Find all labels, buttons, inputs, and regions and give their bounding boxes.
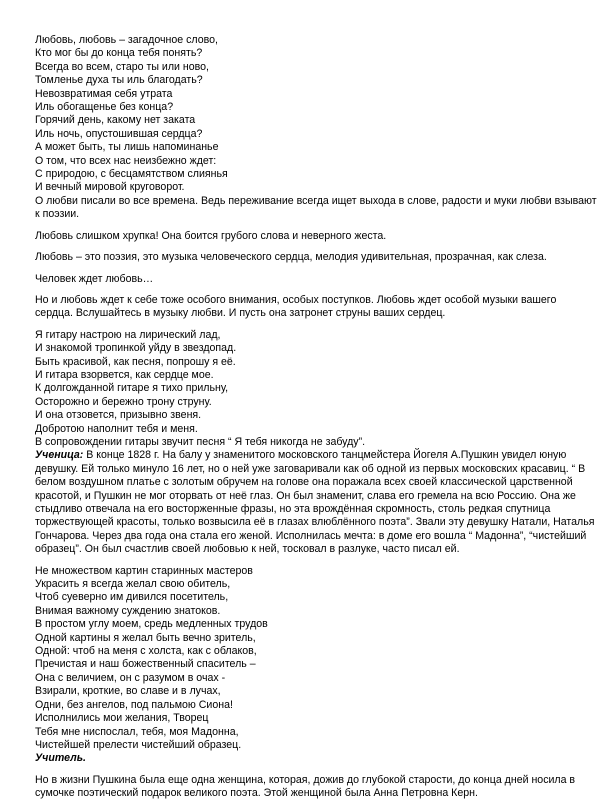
paragraph-line: Гончарова. Через два года она стала его женой. Исполнилась мечта: в доме его вошла “ Мадонна”, “чистейший bbox=[35, 529, 587, 542]
poem-line: Внимая важному суждению знатоков. bbox=[35, 604, 221, 617]
poem-line: Одной картины я желал быть вечно зритель, bbox=[35, 631, 256, 644]
poem-line: И она отзовется, призывно звеня. bbox=[35, 409, 202, 422]
paragraph-line: О любви писали во все времена. Ведь переживание всегда ищет выхода в слове, радости и муки любви взывают bbox=[35, 194, 597, 207]
paragraph-love-poetry: Любовь – это поэзия, это музыка человеческого сердца, мелодия удивительная, прозрачная, как слеза. bbox=[35, 251, 547, 264]
paragraph-line: девушку. Ей только минуло 16 лет, но о ней уже заговаривали как об одной из первых московских красавиц. “ В bbox=[35, 462, 586, 475]
poem-line: И вечный мировой круговорот. bbox=[35, 181, 185, 194]
poem-line: Тебя мне ниспослал, тебя, моя Мадонна, bbox=[35, 725, 239, 738]
poem-line: Взирали, кроткие, во славе и в лучах, bbox=[35, 685, 221, 698]
poem-line: Томленье духа ты иль благодать? bbox=[35, 74, 203, 87]
poem-love-riddle bbox=[35, 34, 583, 195]
paragraph-line: стыдливо отвечала на его восторженные фразы, но эта врождённая скромность, столь редкая спутница bbox=[35, 503, 551, 515]
paragraph-love-writing bbox=[35, 194, 597, 222]
paragraph-student bbox=[35, 449, 595, 556]
paragraph-love-waits bbox=[35, 294, 583, 321]
paragraph-line: белом воздушном платье с золотым обручем на голове она поражала всех своей классической царственной bbox=[35, 476, 573, 489]
poem-line: Украсить я всегда желал свою обитель, bbox=[35, 578, 231, 591]
paragraph-line: образец”. Он был счастлив своей любовью к ней, тосковал в разлуке, часто писал ей. bbox=[35, 543, 460, 556]
paragraph-love-fragile: Любовь слишком хрупка! Она боится грубого слова и неверного жеста. bbox=[35, 229, 387, 242]
poem-line: И гитара взорвется, как сердце мое. bbox=[35, 368, 214, 381]
student-text: В конце 1828 г. На балу у знаменитого московского танцмейстера Йогеля А.Пушкин увидел юную bbox=[83, 449, 567, 462]
poem-line: Быть красивой, как песня, попрошу я её. bbox=[35, 355, 236, 368]
paragraph-line: сердца. Вслушайтесь в музыку любви. И пусть она затронет струны ваших сердец. bbox=[35, 307, 446, 320]
poem-line: К долгожданной гитаре я тихо прильну, bbox=[35, 382, 229, 395]
poem-line: Исполнились мои желания, Творец bbox=[35, 712, 209, 725]
poem-line: Добротою наполнит тебя и меня. bbox=[35, 422, 198, 435]
poem-line: А может быть, ты лишь напоминанье bbox=[35, 141, 219, 154]
poem-line: Одни, без ангелов, под пальмою Сиона! bbox=[35, 698, 233, 711]
paragraph-line: торжествующей красоты, только возвысила её в глазах влюблённого поэта”. Звали эту девушку Натали, Наталья bbox=[35, 516, 595, 529]
document-page bbox=[35, 34, 597, 801]
poem-line: Кто мог бы до конца тебя понять? bbox=[35, 47, 203, 60]
poem-line: Одной: чтоб на меня с холста, как с облаков, bbox=[35, 645, 257, 658]
paragraph-line: сумочке поэтический подарок великого поэта. Этой женщиной была Анна Петровна Керн. bbox=[35, 787, 478, 800]
poem-line: В сопровождении гитары звучит песня “ Я тебя никогда не забуду”. bbox=[35, 435, 366, 448]
poem-line: Пречистая и наш божественный спаситель – bbox=[35, 658, 256, 671]
paragraph-line: Но и любовь ждет к себе тоже особого внимания, особых поступков. Любовь ждет особой музыки вашего bbox=[35, 293, 557, 306]
poem-line: Невозвратимая себя утрата bbox=[35, 87, 173, 100]
poem-line: Чтоб суеверно им дивился посетитель, bbox=[35, 591, 229, 604]
poem-line: Чистейшей прелести чистейший образец. bbox=[35, 738, 242, 751]
paragraph-line bbox=[35, 449, 583, 462]
poem-line: Горячий день, какому нет заката bbox=[35, 114, 196, 127]
poem-line: Не множеством картин старинных мастеров bbox=[35, 564, 253, 577]
student-label: Ученица: bbox=[35, 449, 84, 462]
paragraph-line: красотой, и Пушкин не мог оторвать от неё глаз. Он был знаменит, слава его гремела на всю Россию. Она же bbox=[35, 489, 576, 502]
poem-line: И знакомой тропинкой уйду в звездопад. bbox=[35, 342, 237, 355]
paragraph-line: к поэзии. bbox=[35, 208, 80, 221]
poem-line: Любовь, любовь – загадочное слово, bbox=[35, 34, 218, 46]
poem-line: Осторожно и бережно трону струну. bbox=[35, 395, 212, 408]
poem-guitar bbox=[35, 329, 583, 450]
paragraph-person-waits: Человек ждет любовь… bbox=[35, 272, 154, 285]
poem-line: В простом углу моем, средь медленных трудов bbox=[35, 618, 268, 631]
poem-line: О том, что всех нас неизбежно ждет: bbox=[35, 154, 217, 167]
poem-line: Я гитару настрою на лирический лад, bbox=[35, 328, 221, 341]
teacher-label: Учитель. bbox=[35, 752, 86, 765]
poem-line: Всегда во всем, старо ты или ново, bbox=[35, 60, 209, 73]
poem-line: С природою, с бесцамятством слиянья bbox=[35, 168, 228, 181]
poem-line: Иль обогащенье без конца? bbox=[35, 101, 174, 114]
poem-line: Она с величием, он с разумом в очах - bbox=[35, 671, 226, 684]
poem-line: Иль ночь, опустошившая сердца? bbox=[35, 127, 203, 140]
paragraph-line: Но в жизни Пушкина была еще одна женщина, которая, дожив до глубокой старости, до конца дней носила в bbox=[35, 773, 576, 786]
poem-madonna bbox=[35, 565, 583, 753]
paragraph-kern bbox=[35, 774, 583, 801]
